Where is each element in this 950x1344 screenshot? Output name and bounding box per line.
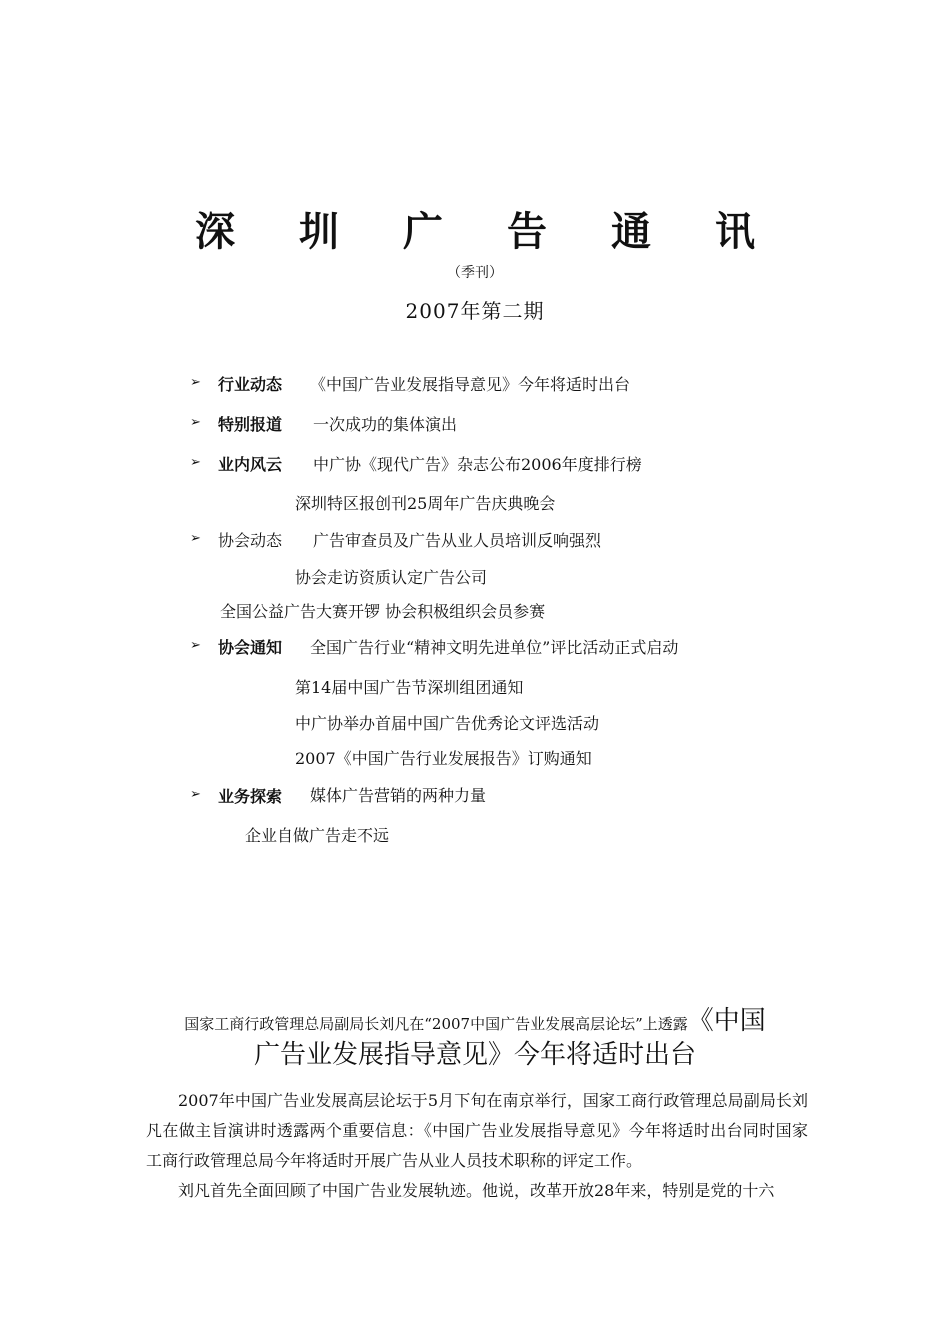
toc-item[interactable]: 第14届中国广告节深圳组团通知 (295, 678, 524, 697)
toc-item[interactable]: 2007《中国广告行业发展报告》订购通知 (295, 749, 592, 768)
toc-section-label: 协会动态 (218, 531, 283, 550)
arrow-bullet-icon: ➢ (190, 531, 201, 546)
toc-item[interactable]: 《中国广告业发展指导意见》今年将适时出台 (310, 375, 631, 394)
arrow-bullet-icon: ➢ (190, 787, 201, 802)
toc-section-label: 业内风云 (218, 455, 283, 474)
toc-item[interactable]: 全国公益广告大赛开锣 协会积极组织会员参赛 (220, 602, 546, 621)
article-heading-small: 国家工商行政管理总局副局长刘凡在“2007中国广告业发展高层论坛”上透露 (184, 1015, 688, 1033)
article-paragraph: 刘凡首先全面回顾了中国广告业发展轨迹。他说，改革开放28年来，特别是党的十六 (178, 1181, 775, 1200)
toc-section-label: 业务探索 (218, 787, 283, 806)
arrow-bullet-icon: ➢ (190, 375, 201, 390)
issue-label: 2007年第二期 (405, 299, 545, 323)
article-heading-line2: 广告业发展指导意见》今年将适时出台 (253, 1040, 696, 1070)
toc-item[interactable]: 中广协《现代广告》杂志公布2006年度排行榜 (313, 455, 642, 474)
arrow-bullet-icon: ➢ (190, 455, 201, 470)
toc-item[interactable]: 一次成功的集体演出 (313, 415, 458, 434)
article-body (146, 1086, 808, 1206)
article-paragraph: 2007年中国广告业发展高层论坛于5月下旬在南京举行，国家工商行政管理总局副局长刘凡在做主旨演讲时透露两个重要信息：《中国广告业发展指导意见》今年将适时出台同时国家工商行政管理总局今年将适时开展广告从业人员技术职称的评定工作。 (146, 1091, 808, 1170)
toc-section-label: 协会通知 (218, 638, 283, 657)
toc-item[interactable]: 媒体广告营销的两种力量 (310, 786, 487, 805)
toc-section-label: 特别报道 (218, 415, 283, 434)
arrow-bullet-icon: ➢ (190, 638, 201, 653)
toc-item[interactable]: 协会走访资质认定广告公司 (295, 568, 488, 587)
season-label: （季刊） (447, 265, 503, 281)
toc-item[interactable]: 全国广告行业“精神文明先进单位”评比活动正式启动 (310, 638, 679, 657)
toc-section-label: 行业动态 (218, 375, 283, 394)
toc-item[interactable]: 广告审查员及广告从业人员培训反响强烈 (313, 531, 602, 550)
toc-item[interactable]: 企业自做广告走不远 (245, 826, 390, 845)
article-heading-line1 (0, 1000, 950, 1037)
toc-item[interactable]: 中广协举办首届中国广告优秀论文评选活动 (295, 714, 600, 733)
arrow-bullet-icon: ➢ (190, 415, 201, 430)
magazine-title: 深圳广告通讯 (195, 209, 819, 255)
article-heading-big: 《中国 (687, 1006, 766, 1036)
toc-item[interactable]: 深圳特区报创刊25周年广告庆典晚会 (295, 494, 556, 513)
